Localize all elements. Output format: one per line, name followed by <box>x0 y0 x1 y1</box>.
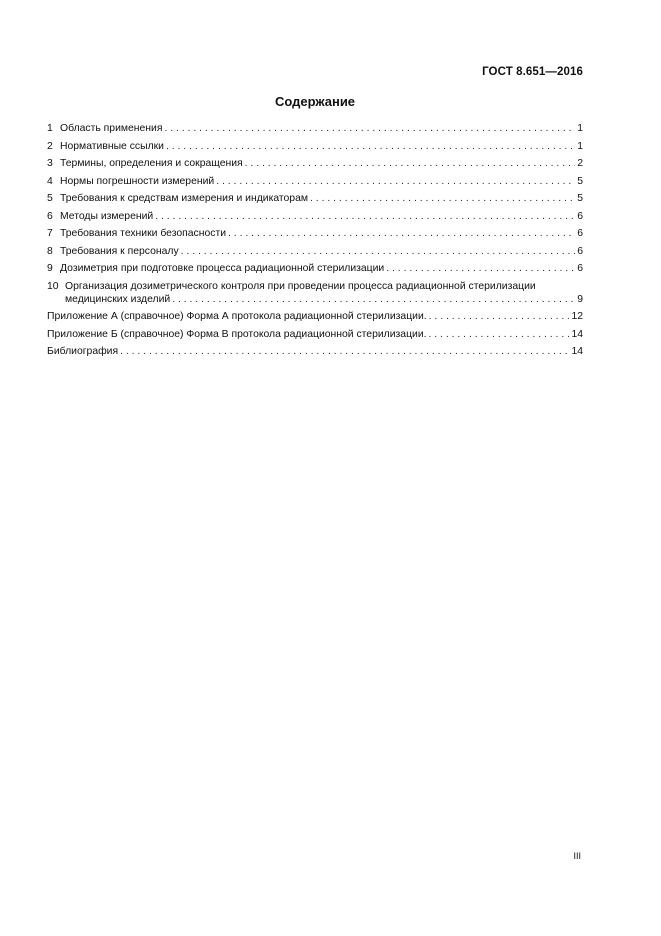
toc-entry-number: 9 <box>47 263 53 274</box>
toc-entry[interactable] <box>47 122 583 135</box>
toc-entry-page: 14 <box>571 346 583 357</box>
toc-entry-title: Требования к средствам измерения и индикаторам <box>60 193 309 204</box>
toc-entry[interactable] <box>47 157 583 170</box>
toc-entry-appendix-b[interactable] <box>47 328 583 341</box>
toc-leader-dots <box>172 293 575 306</box>
toc-entry-title: Приложение А (справочное) Форма А протокола радиационной стерилизации. <box>47 311 427 322</box>
toc-entry-bibliography[interactable] <box>47 345 583 358</box>
toc-title: Содержание <box>274 94 356 109</box>
toc-entry-page: 6 <box>577 228 583 239</box>
toc-leader-dots <box>164 122 575 135</box>
toc-entry-title: Приложение Б (справочное) Форма В протокола радиационной стерилизации. <box>47 328 427 340</box>
toc-entry-page: 12 <box>571 311 583 322</box>
toc-entry-title: Дозиметрия при подготовке процесса радиационной стерилизации <box>60 263 385 274</box>
toc-entry[interactable] <box>47 192 583 205</box>
toc-entry[interactable] <box>47 245 583 258</box>
toc-entry-title: Требования к персоналу <box>60 245 179 257</box>
toc-leader-dots <box>429 328 570 341</box>
toc-entry-page: 1 <box>577 140 583 152</box>
toc-entry-appendix-a[interactable] <box>47 310 583 323</box>
table-of-contents <box>47 122 583 363</box>
toc-entry-page: 9 <box>577 293 583 305</box>
toc-entry-title: Организация дозиметрического контроля при проведении процесса радиационной стерилизации <box>65 280 536 292</box>
toc-entry-page: 6 <box>577 245 583 257</box>
toc-leader-dots <box>429 310 570 323</box>
toc-entry[interactable] <box>47 140 583 153</box>
toc-leader-dots <box>120 345 569 358</box>
toc-entry-page: 14 <box>571 328 583 340</box>
toc-entry[interactable] <box>47 210 583 223</box>
toc-leader-dots <box>216 175 575 188</box>
document-id: ГОСТ 8.651—2016 <box>482 66 583 78</box>
toc-entry[interactable] <box>47 175 583 188</box>
toc-entry-page: 5 <box>577 193 583 204</box>
toc-leader-dots <box>166 140 575 153</box>
toc-entry-page: 6 <box>577 263 583 274</box>
toc-entry[interactable] <box>47 262 583 275</box>
toc-leader-dots <box>155 210 575 223</box>
toc-entry[interactable] <box>47 280 583 306</box>
toc-entry-title: Нормы погрешности измерений <box>60 175 215 187</box>
toc-entry[interactable] <box>47 227 583 240</box>
toc-entry-number: 7 <box>47 228 53 239</box>
toc-entry-title: Библиография <box>47 346 119 357</box>
toc-entry-page: 6 <box>577 210 583 222</box>
toc-entry-page: 5 <box>577 175 583 187</box>
toc-entry-number: 3 <box>47 158 53 169</box>
toc-leader-dots <box>310 192 575 205</box>
toc-leader-dots <box>228 227 575 240</box>
toc-entry-number: 6 <box>47 210 53 222</box>
toc-entry-page: 1 <box>577 123 583 134</box>
toc-entry-number: 10 <box>47 280 59 292</box>
toc-entry-title-continuation: медицинских изделий <box>65 293 171 305</box>
toc-leader-dots <box>386 262 575 275</box>
toc-entry-page: 2 <box>577 158 583 169</box>
toc-entry-number: 1 <box>47 123 53 134</box>
toc-entry-number: 4 <box>47 175 53 187</box>
toc-entry-number: 2 <box>47 140 53 152</box>
toc-entry-title: Термины, определения и сокращения <box>60 158 243 169</box>
toc-leader-dots <box>181 245 576 258</box>
toc-entry-title: Требования техники безопасности <box>60 228 227 239</box>
toc-entry-number: 8 <box>47 245 53 257</box>
toc-entry-number: 5 <box>47 193 53 204</box>
toc-entry-title: Нормативные ссылки <box>60 140 164 152</box>
page-number: III <box>573 851 581 861</box>
toc-entry-title: Область применения <box>60 123 163 134</box>
toc-leader-dots <box>245 157 576 170</box>
toc-entry-title: Методы измерений <box>60 210 154 222</box>
